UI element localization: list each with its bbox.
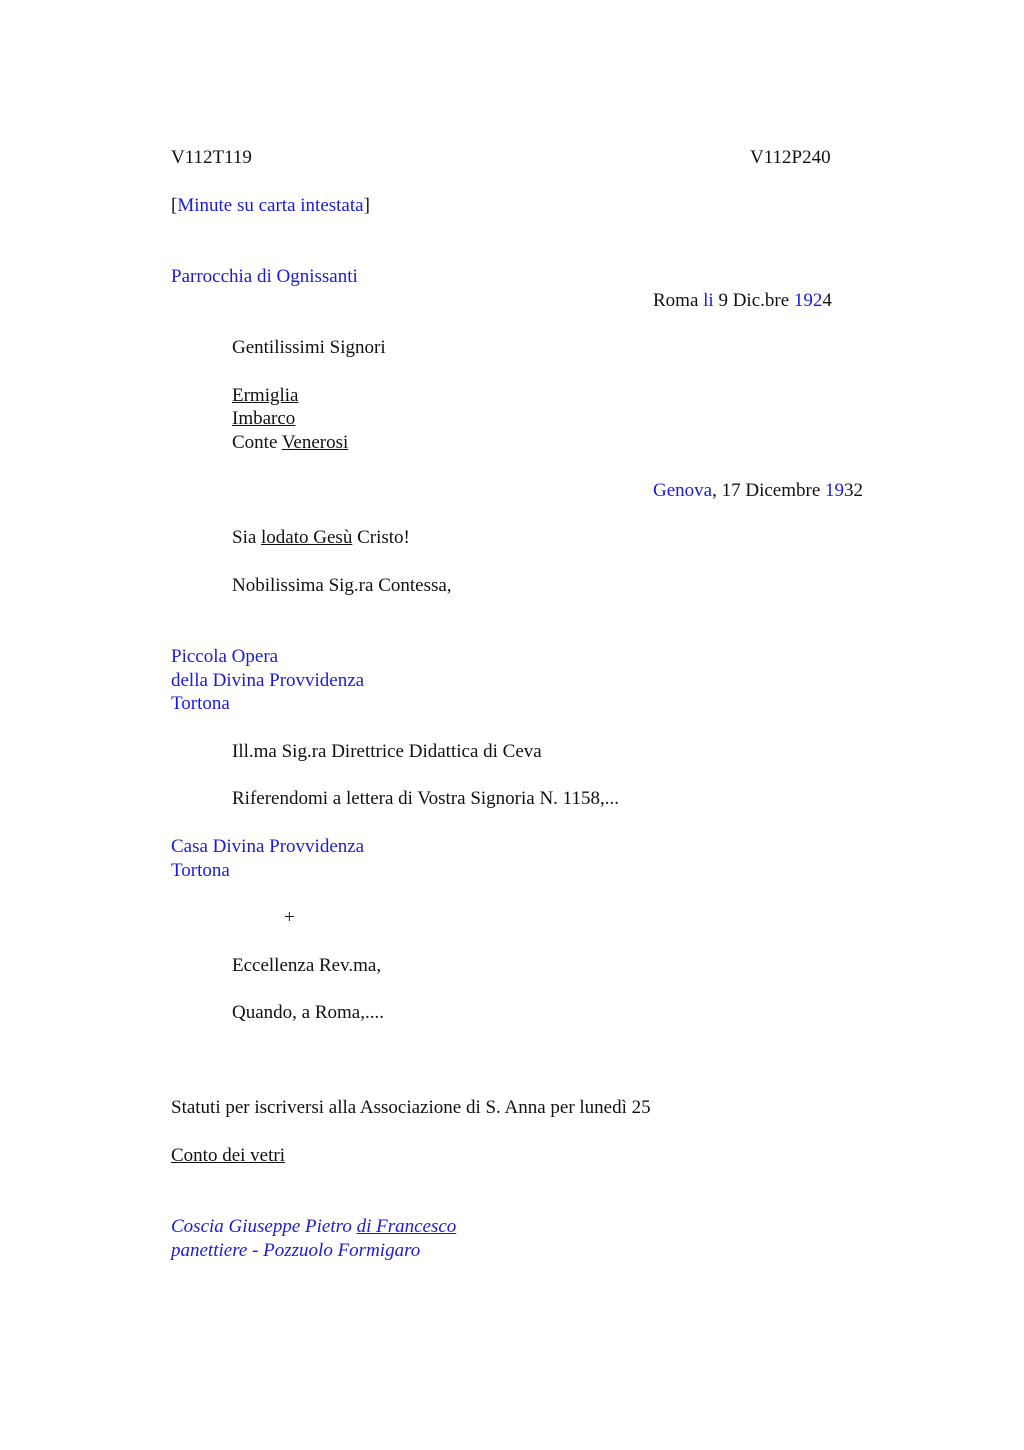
letterhead-casa-tortona: Tortona bbox=[171, 860, 230, 881]
editorial-note: [Minute su carta intestata] bbox=[171, 195, 370, 216]
date-roma: Roma li 9 Dic.bre 1924 bbox=[653, 290, 832, 311]
letterhead-divina-provvidenza: della Divina Provvidenza bbox=[171, 670, 365, 691]
body-riferendomi: Riferendomi a lettera di Vostra Signoria N. 1158,... bbox=[232, 788, 619, 809]
header-right-code: V112P240 bbox=[750, 147, 831, 168]
letterhead-piccola-opera: Piccola Opera bbox=[171, 646, 279, 667]
letterhead-tortona: Tortona bbox=[171, 693, 230, 714]
name-imbarco: Imbarco bbox=[232, 408, 296, 429]
name-ermiglia: Ermiglia bbox=[232, 385, 299, 406]
letterhead-parrocchia: Parrocchia di Ognissanti bbox=[171, 266, 358, 287]
editorial-note-text: Minute su carta intestata bbox=[177, 195, 364, 216]
note-conto-vetri: Conto dei vetri bbox=[171, 1145, 285, 1166]
header-left-code: V112T119 bbox=[171, 147, 252, 168]
date-genova: Genova, 17 Dicembre 1932 bbox=[653, 480, 863, 501]
letterhead-casa: Casa Divina Provvidenza bbox=[171, 836, 365, 857]
salutation-eccellenza: Eccellenza Rev.ma, bbox=[232, 955, 382, 976]
salutation-contessa: Nobilissima Sig.ra Contessa, bbox=[232, 575, 452, 596]
salutation-signori: Gentilissimi Signori bbox=[232, 337, 386, 358]
signature-name: Coscia Giuseppe Pietro di Francesco bbox=[171, 1216, 457, 1237]
name-conte-venerosi: Conte Venerosi bbox=[232, 432, 349, 453]
recipient-direttrice: Ill.ma Sig.ra Direttrice Didattica di Ceva bbox=[232, 741, 542, 762]
note-statuti: Statuti per iscriversi alla Associazione di S. Anna per lunedì 25 bbox=[171, 1097, 651, 1118]
cross-symbol: + bbox=[284, 907, 295, 928]
signature-occupation: panettiere - Pozzuolo Formigaro bbox=[171, 1240, 421, 1261]
greeting-gesu: Sia lodato Gesù Cristo! bbox=[232, 527, 410, 548]
body-quando: Quando, a Roma,.... bbox=[232, 1002, 384, 1023]
